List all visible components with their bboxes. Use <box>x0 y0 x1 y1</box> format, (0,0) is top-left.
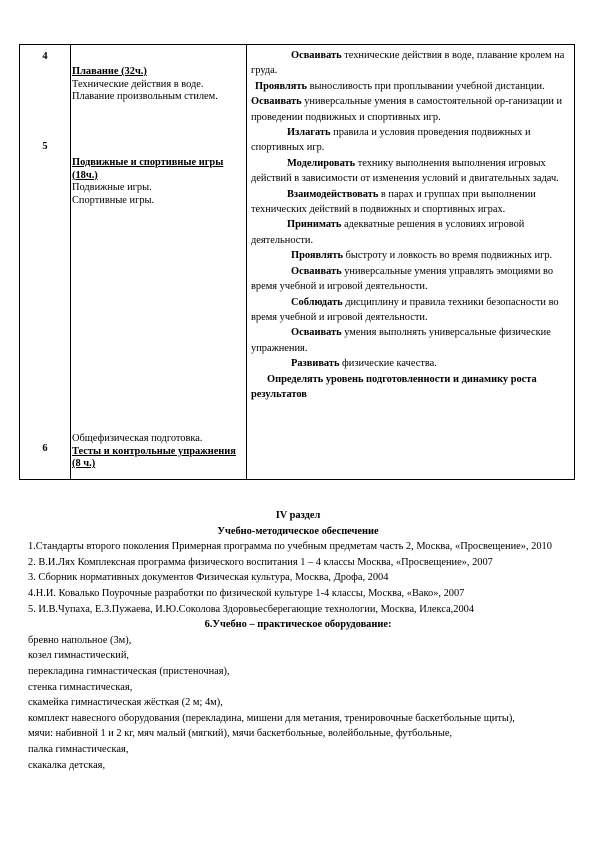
equipment-item: перекладина гимнастическая (пристеночная), <box>28 665 230 677</box>
activity: Моделировать технику выполнения выполнения игровых действий в зависимости от изменения условий и двигательных задач. <box>251 157 559 185</box>
activity: Определять уровень подготовленности и динамику роста результатов <box>251 373 537 400</box>
activities-column <box>251 48 569 402</box>
equipment-item: комплект навесного оборудования (перекладина, мишени для метания, тренировочные баскетбольные щиты), <box>28 712 515 724</box>
row-number: 5 <box>42 141 48 152</box>
activity: Развивать физические качества. <box>291 358 437 370</box>
table-column-divider <box>70 45 71 479</box>
reference-item: 4.Н.И. Ковалько Поурочные разработки по физической культуре 1-4 классы, Москва, «Вако», 2007 <box>28 587 465 599</box>
topic-games <box>72 157 244 207</box>
row-number: 6 <box>42 443 48 454</box>
reference-item: 5. И.В.Чупаха, Е.З.Пужаева, И.Ю.Соколова Здоровьесберегающие технологии, Москва, Илекса,2004 <box>28 603 475 615</box>
activity: Осваивать универсальные умения управлять эмоциями во время учебной и игровой деятельности. <box>251 265 554 293</box>
reference-item: 1.Стандарты второго поколения Примерная программа по учебным предметам часть 2, Москва, «Просвещение», 2010 <box>28 541 552 553</box>
reference-item: 2. В.И.Лях Комплексная программа физического воспитания 1 – 4 классы Москва, «Просвещение», 2007 <box>28 556 493 568</box>
equipment-item: мячи: набивной 1 и 2 кг, мяч малый (мягкий), мячи баскетбольные, волейбольные, футбольные, <box>28 728 453 740</box>
equipment-title: 6.Учебно – практическое оборудование: <box>204 619 392 631</box>
activity: Осваивать универсальные умения в самостоятельной ор-ганизации и проведении подвижных и спортивных игр. <box>251 96 563 123</box>
activity: Осваивать технические действия в воде, плавание кролем на груда. <box>251 50 565 77</box>
equipment-item: стенка гимнастическая, <box>28 681 133 693</box>
row-number: 4 <box>42 51 48 62</box>
topic-item: Общефизическая подготовка. <box>72 433 203 444</box>
topic-item: Подвижные игры. <box>72 182 152 194</box>
reference-item: 3. Сборник нормативных документов Физическая культура, Москва, Дрофа, 2004 <box>28 572 389 584</box>
activity: Взаимодействовать в парах и группах при выполнении технических действий в подвижных и спортивных играх. <box>251 188 536 216</box>
topic-swimming <box>72 66 244 104</box>
equipment-item: козел гимнастический, <box>28 650 129 662</box>
topic-heading: Плавание (32ч.) <box>72 66 147 77</box>
activity: Принимать адекватные решения в условиях игровой деятельности. <box>251 219 525 246</box>
equipment-item: скамейка гимнастическая жёсткая (2 м; 4м), <box>28 697 223 709</box>
activity: Проявлять выносливость при проплывании учебной дистанции. <box>255 80 545 92</box>
topic-general-fitness <box>72 433 244 471</box>
topic-heading: Тесты и контрольные упражнения (8 ч.) <box>72 445 236 470</box>
activity: Осваивать умения выполнять универсальные физические упражнения. <box>251 327 551 354</box>
section-iv <box>28 508 568 773</box>
curriculum-table <box>19 44 575 480</box>
table-column-divider <box>246 45 247 479</box>
section-title: IV раздел <box>275 510 321 521</box>
equipment-item: бревно напольное (3м), <box>28 634 132 646</box>
activity: Излагать правила и условия проведения подвижных и спортивных игр. <box>251 127 531 154</box>
topic-item: Спортивные игры. <box>72 194 155 206</box>
topic-heading: Подвижные и спортивные игры (18ч.) <box>72 157 224 181</box>
equipment-item: скакалка детская, <box>28 759 106 771</box>
section-subtitle: Учебно-методическое обеспечение <box>217 525 379 537</box>
topic-item: Технические действия в воде. <box>72 78 204 90</box>
activity: Проявлять быстроту и ловкость во время подвижных игр. <box>291 250 553 262</box>
equipment-item: палка гимнастическая, <box>28 743 129 755</box>
activity: Соблюдать дисциплину и правила техники безопасности во время учебной и игровой деятельности. <box>251 296 559 323</box>
topic-item: Плавание произвольным стилем. <box>72 91 218 103</box>
